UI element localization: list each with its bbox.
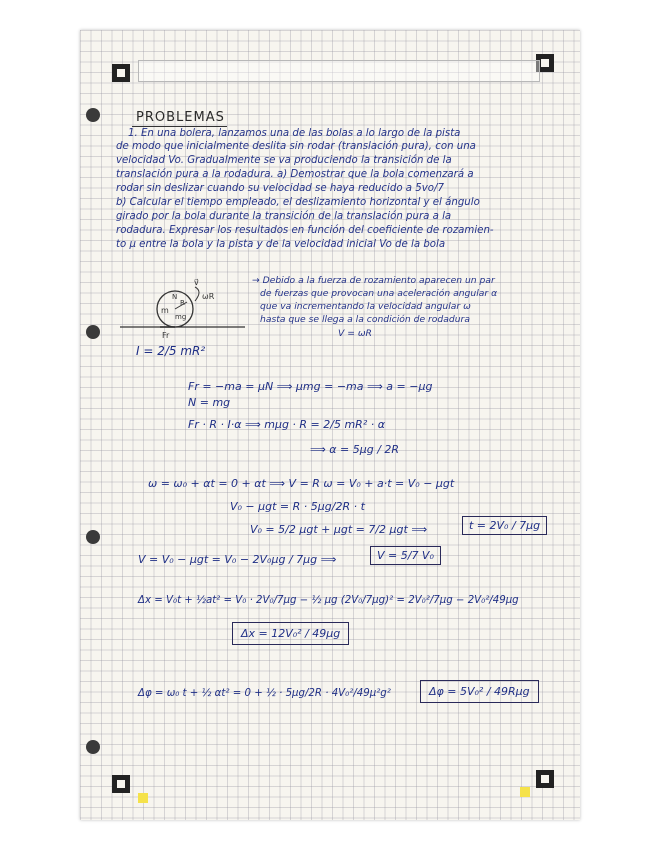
displacement-result-box: Δx = 12V₀² / 49μg [232, 622, 349, 645]
equation-8: V = V₀ − μgt = V₀ − 2V₀μg / 7μg ⟹ [138, 553, 337, 566]
equation-4: ⟹ α = 5μg / 2R [310, 443, 400, 456]
equation-9: Δx = V₀t + ½at² = V₀ · 2V₀/7μg − ½ μg (2V₀/7μg)² = 2V₀²/7μg − 2V₀²/49μg [138, 595, 519, 606]
problem-line: velocidad Vo. Gradualmente se va produciendo la transición de la [116, 155, 452, 166]
header-box [138, 60, 540, 82]
note-line: que va incrementando la velocidad angular ω [260, 301, 471, 312]
binder-hole [86, 108, 100, 122]
equation-7: V₀ = 5/2 μgt + μgt = 7/2 μgt ⟹ [250, 523, 428, 536]
yellow-marker [520, 787, 530, 797]
notebook-page [80, 30, 580, 820]
equation-2: N = mg [188, 396, 231, 409]
page-title: PROBLEMAS [136, 110, 225, 125]
equation-6: V₀ − μgt = R · 5μg/2R · t [230, 500, 365, 513]
ball-diagram [120, 275, 250, 355]
note-line: → Debido a la fuerza de rozamiento aparecen un par [252, 275, 495, 286]
problem-line: de modo que inicialmente deslita sin rodar (translación pura), con una [116, 141, 476, 152]
problem-line: rodadura. Expresar los resultados en función del coeficiente de rozamien- [116, 225, 494, 236]
corner-mark-top-left [112, 64, 130, 82]
note-line: hasta que se llega a la condición de rodadura [260, 314, 470, 325]
yellow-marker [138, 793, 148, 803]
note-line: V = ωR [338, 328, 372, 339]
time-result-box: t = 2V₀ / 7μg [462, 516, 547, 535]
problem-line: translación pura a la rodadura. a) Demostrar que la bola comenzará a [116, 169, 474, 180]
corner-mark-bottom-right [536, 770, 554, 788]
equation-3: Fr · R · I·α ⟹ mμg · R = 2/5 mR² · α [188, 418, 385, 431]
note-line: de fuerzas que provocan una aceleración angular α [260, 288, 498, 299]
corner-mark-bottom-left [112, 775, 130, 793]
binder-hole [86, 740, 100, 754]
weight-label: mg [175, 313, 187, 321]
velocity-label: v⃗ [194, 278, 199, 287]
problem-line: girado por la bola durante la transición de la translación pura a la [116, 211, 452, 222]
angle-result-box: Δφ = 5V₀² / 49Rμg [420, 680, 539, 703]
radius-label: R [180, 299, 185, 307]
normal-label: N [172, 293, 178, 301]
binder-hole [86, 325, 100, 339]
equation-5: ω = ω₀ + αt = 0 + αt ⟹ V = R ω = V₀ + a·t = V₀ − μgt [148, 477, 455, 490]
inertia-equation: I = 2/5 mR² [136, 344, 206, 358]
equation-1: Fr = −ma = μN ⟹ μmg = −ma ⟹ a = −μg [188, 380, 433, 393]
friction-label: Fr [162, 331, 170, 340]
rotation-arrow [195, 287, 199, 301]
title-underline [132, 126, 227, 127]
problem-line: to μ entre la bola y la pista y de la velocidad inicial Vo de la bola [116, 239, 446, 250]
velocity-result-box: V = 5/7 V₀ [370, 546, 441, 565]
omega-r-label: ωR [202, 292, 215, 301]
equation-10: Δφ = ω₀ t + ½ αt² = 0 + ½ · 5μg/2R · 4V₀²/49μ²g² [138, 688, 391, 699]
problem-line: rodar sin deslizar cuando su velocidad se haya reducido a 5vo/7 [116, 183, 444, 194]
binder-hole [86, 530, 100, 544]
problem-line: 1. En una bolera, lanzamos una de las bolas a lo largo de la pista [128, 128, 461, 139]
mass-label: m [161, 306, 169, 315]
problem-line: b) Calcular el tiempo empleado, el deslizamiento horizontal y el ángulo [116, 197, 480, 208]
